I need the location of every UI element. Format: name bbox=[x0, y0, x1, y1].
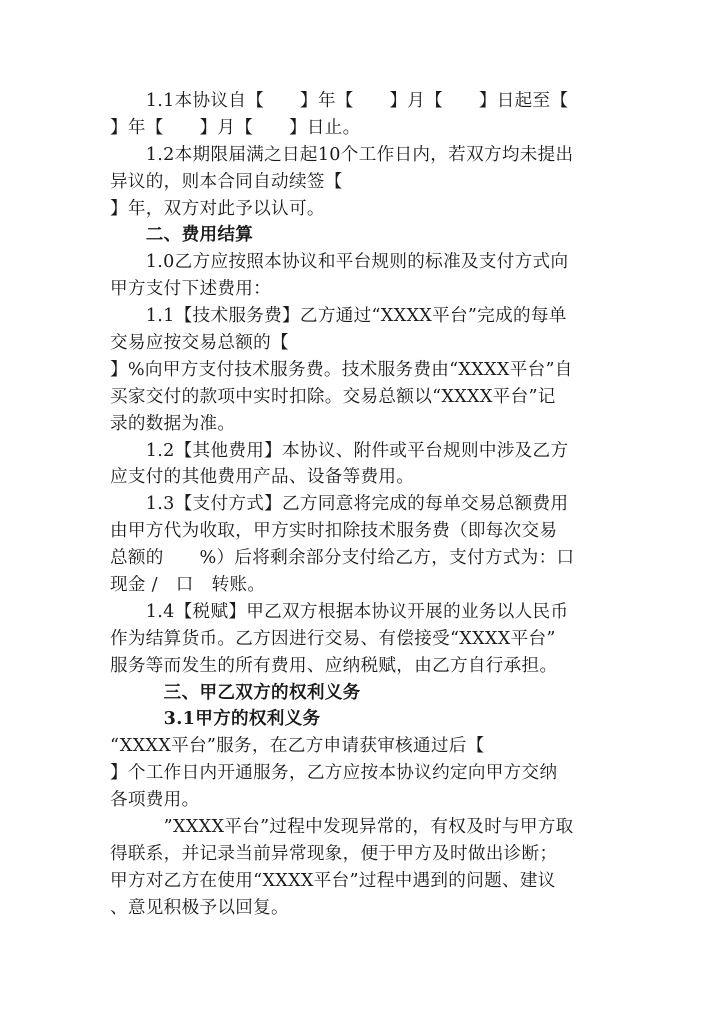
section-heading-rights-obligations: 三、甲乙双方的权利义务 bbox=[110, 681, 361, 703]
tax-clause-line: 1.4【税赋】甲乙双方根据本协议开展的业务以人民币 bbox=[110, 601, 569, 622]
tech-service-fee-line: 录的数据为准。 bbox=[110, 413, 236, 434]
term-end-line: 】年【 】月【 】日止。 bbox=[110, 117, 361, 138]
party-a-clause-line: 各项费用。 bbox=[110, 790, 200, 811]
fee-clause-line: 1.0乙方应按照本协议和平台规则的标准及支付方式向 bbox=[110, 252, 569, 273]
other-fees-line: 1.2【其他费用】本协议、附件或平台规则中涉及乙方 bbox=[110, 440, 569, 461]
section-heading-fee-settlement: 二、费用结算 bbox=[110, 224, 254, 246]
other-fees-line: 应支付的其他费用产品、设备等费用。 bbox=[110, 467, 415, 488]
payment-method-line: 1.3【支付方式】乙方同意将完成的每单交易总额费用 bbox=[110, 494, 569, 515]
renewal-clause-line: 】年，双方对此予以认可。 bbox=[110, 198, 325, 219]
party-a-clause-line: “XXXX平台”服务，在乙方申请获审核通过后【 bbox=[110, 736, 485, 757]
party-a-clause-line: 甲方对乙方在使用“XXXX平台”过程中遇到的问题、建议 bbox=[110, 870, 556, 891]
payment-method-line: 总额的 %）后将剩余部分支付给乙方，支付方式为：口 bbox=[110, 548, 575, 569]
party-a-clause-line: 、意见积极予以回复。 bbox=[110, 897, 289, 918]
tax-clause-line: 服务等而发生的所有费用、应纳税赋，由乙方自行承担。 bbox=[110, 655, 558, 676]
subsection-heading-party-a: 3.1甲方的权利义务 bbox=[110, 708, 321, 730]
party-a-clause-line: ”XXXX平台”过程中发现异常的，有权及时与甲方取 bbox=[110, 817, 574, 838]
payment-method-line: 现金 / 口 转账。 bbox=[110, 575, 266, 596]
party-a-clause-line: 得联系，并记录当前异常现象，便于甲方及时做出诊断； bbox=[110, 843, 558, 864]
party-a-clause-line: 】个工作日内开通服务，乙方应按本协议约定向甲方交纳 bbox=[110, 763, 558, 784]
payment-method-line: 由甲方代为收取，甲方实时扣除技术服务费（即每次交易 bbox=[110, 521, 558, 542]
tech-service-fee-line: 交易应按交易总额的【 bbox=[110, 333, 289, 354]
tech-service-fee-line: 】%向甲方支付技术服务费。技术服务费由“XXXX平台”自 bbox=[110, 359, 573, 380]
document-page bbox=[110, 88, 610, 922]
tech-service-fee-line: 买家交付的款项中实时扣除。交易总额以“XXXX平台”记 bbox=[110, 386, 556, 407]
fee-clause-line: 甲方支付下述费用： bbox=[110, 279, 272, 300]
tech-service-fee-line: 1.1【技术服务费】乙方通过“XXXX平台”完成的每单 bbox=[110, 306, 567, 327]
renewal-clause-line: 异议的，则本合同自动续签【 bbox=[110, 171, 343, 192]
term-start-line: 1.1本协议自【 】年【 】月【 】日起至【 bbox=[110, 91, 569, 111]
renewal-clause-line: 1.2本期限届满之日起10个工作日内，若双方均未提出 bbox=[110, 144, 574, 165]
tax-clause-line: 作为结算货币。乙方因进行交易、有偿接受“XXXX平台” bbox=[110, 628, 556, 649]
